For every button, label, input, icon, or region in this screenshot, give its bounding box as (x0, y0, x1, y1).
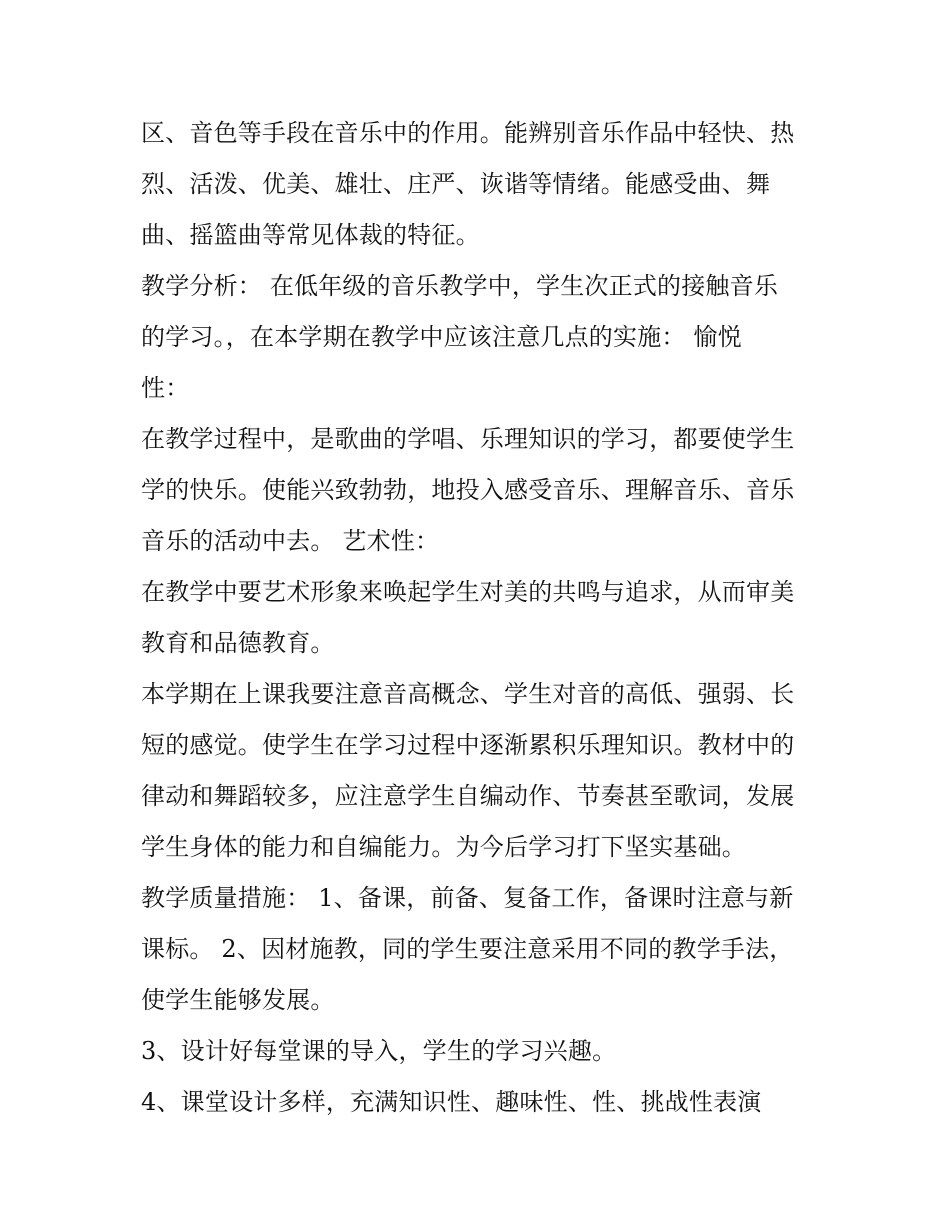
text-line: 课标。 2、因材施教，同的学生要注意采用不同的教学手法， (141, 935, 794, 963)
text-line: 3、设计好每堂课的导入，学生的学习兴趣。 (141, 1037, 617, 1065)
text-line: 的学习。，在本学期在教学中应该注意几点的实施： 愉悦 (141, 323, 742, 351)
text-line: 性： (141, 374, 190, 402)
text-line: 教育和品德教育。 (141, 629, 335, 657)
text-line: 在教学过程中，是歌曲的学唱、乐理知识的学习，都要使学生 (141, 425, 795, 453)
text-line: 律动和舞蹈较多，应注意学生自编动作、节奏甚至歌词，发展 (141, 782, 795, 810)
text-line: 音乐的活动中去。 艺术性： (141, 527, 440, 555)
text-line: 曲、摇篮曲等常见体裁的特征。 (141, 221, 480, 249)
text-line: 学生身体的能力和自编能力。为今后学习打下坚实基础。 (141, 833, 746, 861)
text-line: 区、音色等手段在音乐中的作用。能辨别音乐作品中轻快、热 (141, 119, 795, 147)
document-body (141, 108, 821, 1128)
text-line: 使学生能够发展。 (141, 986, 335, 1014)
text-line: 本学期在上课我要注意音高概念、学生对音的高低、强弱、长 (141, 680, 795, 708)
text-line: 4、课堂设计多样，充满知识性、趣味性、性、挑战性表演 (141, 1088, 762, 1116)
text-line: 教学质量措施： 1、备课，前备、复备工作，备课时注意与新 (141, 884, 794, 912)
text-line: 教学分析： 在低年级的音乐教学中，学生次正式的接触音乐 (141, 272, 779, 300)
text-line: 短的感觉。使学生在学习过程中逐渐累积乐理知识。教材中的 (141, 731, 795, 759)
text-line: 烈、活泼、优美、雄壮、庄严、诙谐等情绪。能感受曲、舞 (141, 170, 771, 198)
text-line: 在教学中要艺术形象来唤起学生对美的共鸣与追求，从而审美 (141, 578, 795, 606)
text-line: 学的快乐。使能兴致勃勃，地投入感受音乐、理解音乐、音乐 (141, 476, 795, 504)
